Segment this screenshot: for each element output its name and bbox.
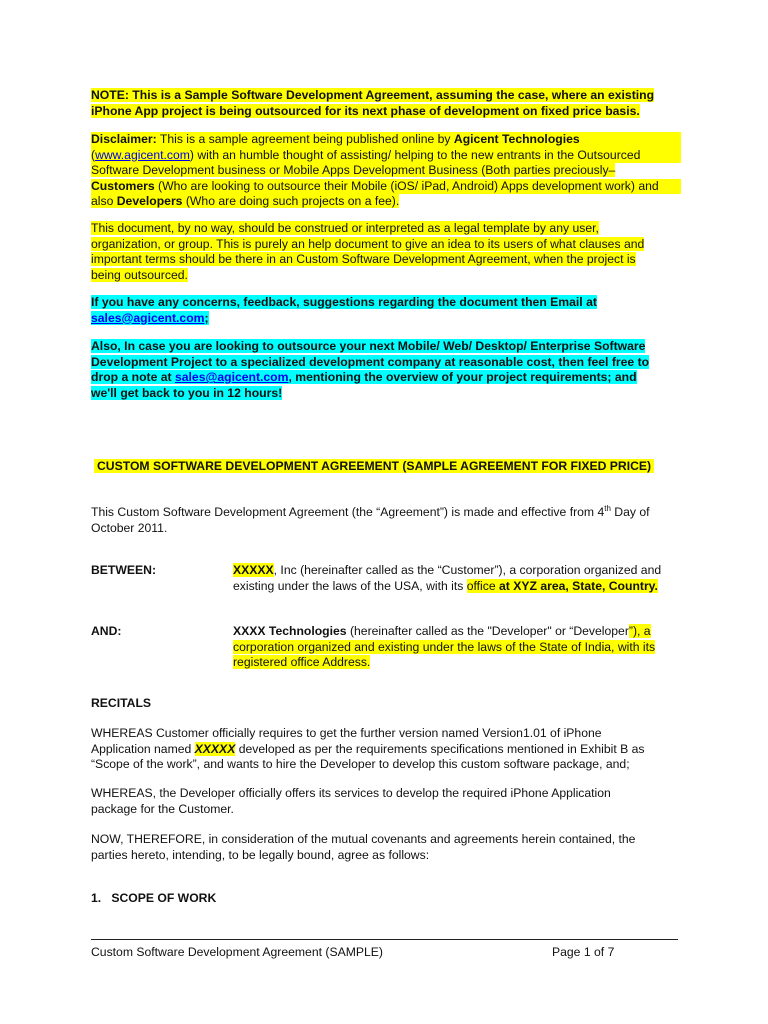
recitals-text: parties hereto, intending, to be legally bound, agree as follows: xyxy=(91,847,430,862)
between-text: existing under the laws of the USA, with its xyxy=(233,578,467,593)
footer-divider xyxy=(91,939,678,940)
and-text: ”), a xyxy=(628,624,651,638)
note-line: NOTE: This is a Sample Software Development Agreement, assuming the case, where an existing xyxy=(91,88,655,102)
paren-open: ( xyxy=(91,147,96,162)
disclaimer-paragraph xyxy=(91,132,681,210)
customers-term: Customers xyxy=(91,178,155,193)
between-text: , Inc (hereinafter called as the “Customer”), a corporation organized and xyxy=(273,563,662,577)
note-line: iPhone App project is being outsourced for its next phase of development on fixed price basis. xyxy=(91,103,640,118)
legal-notice-line: being outsourced. xyxy=(91,267,188,282)
recitals-text: WHEREAS Customer officially requires to get the further version named Version1.01 of iPhone xyxy=(91,726,602,740)
website-link[interactable]: www.agicent.com xyxy=(95,147,190,162)
recitals-text: Application named xyxy=(91,741,195,756)
outsource-line: , mentioning the overview of your project requirements; and xyxy=(288,370,637,385)
disclaimer-text: Software Development business or Mobile Apps Development Business (Both parties preciously– xyxy=(91,163,616,178)
disclaimer-label: Disclaimer: xyxy=(91,132,157,146)
customer-name: XXXXX xyxy=(233,563,274,577)
recitals-text: package for the Customer. xyxy=(91,801,234,816)
disclaimer-text: ) with an humble thought of assisting/ helping to the new entrants in the Outsourced xyxy=(189,147,641,162)
company-name: Agicent Technologies xyxy=(453,132,580,146)
and-text: registered office Address. xyxy=(233,655,371,670)
and-label: AND: xyxy=(91,624,122,638)
intro-text: Day of xyxy=(610,505,650,519)
recitals-paragraph-2 xyxy=(91,786,681,817)
app-name: XXXXX xyxy=(194,741,236,756)
recitals-paragraph-3 xyxy=(91,832,681,863)
recitals-text: “Scope of the work”, and wants to hire the Developer to develop this custom software package, and; xyxy=(91,757,630,772)
disclaimer-text: (Who are looking to outsource their Mobile (iOS/ iPad, Android) Apps development work) and xyxy=(154,178,659,193)
note-paragraph xyxy=(91,88,681,119)
ordinal-suffix: th xyxy=(604,504,611,513)
intro-text: October 2011. xyxy=(91,520,168,535)
outsource-line: Development Project to a specialized development company at reasonable cost, then feel free to xyxy=(91,354,650,369)
intro-paragraph xyxy=(91,505,681,536)
recitals-text: WHEREAS, the Developer officially offers its services to develop the required iPhone Application xyxy=(91,786,611,800)
outsource-line: we'll get back to you in 12 hours! xyxy=(91,385,283,400)
outsource-paragraph xyxy=(91,339,681,401)
concerns-paragraph xyxy=(91,295,681,326)
legal-notice-paragraph xyxy=(91,221,681,283)
recitals-text: developed as per the requirements specifications mentioned in Exhibit B as xyxy=(235,741,645,756)
developer-name: XXXX Technologies xyxy=(233,624,347,638)
agreement-title xyxy=(94,459,654,474)
and-text: (hereinafter called as the "Developer" or “Developer xyxy=(346,624,629,638)
office-text: office xyxy=(466,578,500,593)
legal-notice-line: organization, or group. This is purely an help document to give an idea to its users of what clauses and xyxy=(91,236,645,251)
and-text: corporation organized and existing under the laws of the State of India, with its xyxy=(233,639,656,654)
legal-notice-line: This document, by no way, should be construed or interpreted as a legal template by any user, xyxy=(91,221,599,235)
between-party xyxy=(233,563,683,594)
semicolon: ; xyxy=(204,310,209,325)
intro-text: This Custom Software Development Agreement (the “Agreement”) is made and effective from 4 xyxy=(91,505,605,519)
and-party xyxy=(233,624,683,671)
disclaimer-text: (Who are doing such projects on a fee). xyxy=(182,194,400,209)
recitals-paragraph-1 xyxy=(91,726,681,773)
recitals-heading: RECITALS xyxy=(91,696,152,710)
recitals-text: NOW, THEREFORE, in consideration of the mutual covenants and agreements herein contained, the xyxy=(91,832,636,846)
office-address: at XYZ area, State, Country. xyxy=(499,578,658,593)
outsource-line: drop a note at xyxy=(91,370,175,385)
legal-notice-line: important terms should be there in an Custom Software Development Agreement, when the project is xyxy=(91,252,636,267)
concerns-line: If you have any concerns, feedback, suggestions regarding the document then Email at xyxy=(91,295,597,309)
footer-title: Custom Software Development Agreement (SAMPLE) xyxy=(91,945,383,959)
agreement-title-text: CUSTOM SOFTWARE DEVELOPMENT AGREEMENT (SAMPLE AGREEMENT FOR FIXED PRICE) xyxy=(94,459,654,473)
section-1-heading: 1. SCOPE OF WORK xyxy=(91,891,217,905)
outsource-line: Also, In case you are looking to outsource your next Mobile/ Web/ Desktop/ Enterprise Software xyxy=(91,339,646,353)
email-link[interactable]: sales@agicent.com xyxy=(174,370,289,385)
developers-term: Developers xyxy=(116,194,183,209)
disclaimer-text: also xyxy=(91,194,117,209)
page-number: Page 1 of 7 xyxy=(552,945,615,959)
email-link[interactable]: sales@agicent.com xyxy=(91,310,205,325)
disclaimer-text: This is a sample agreement being published online by xyxy=(156,132,454,146)
between-label: BETWEEN: xyxy=(91,563,156,577)
